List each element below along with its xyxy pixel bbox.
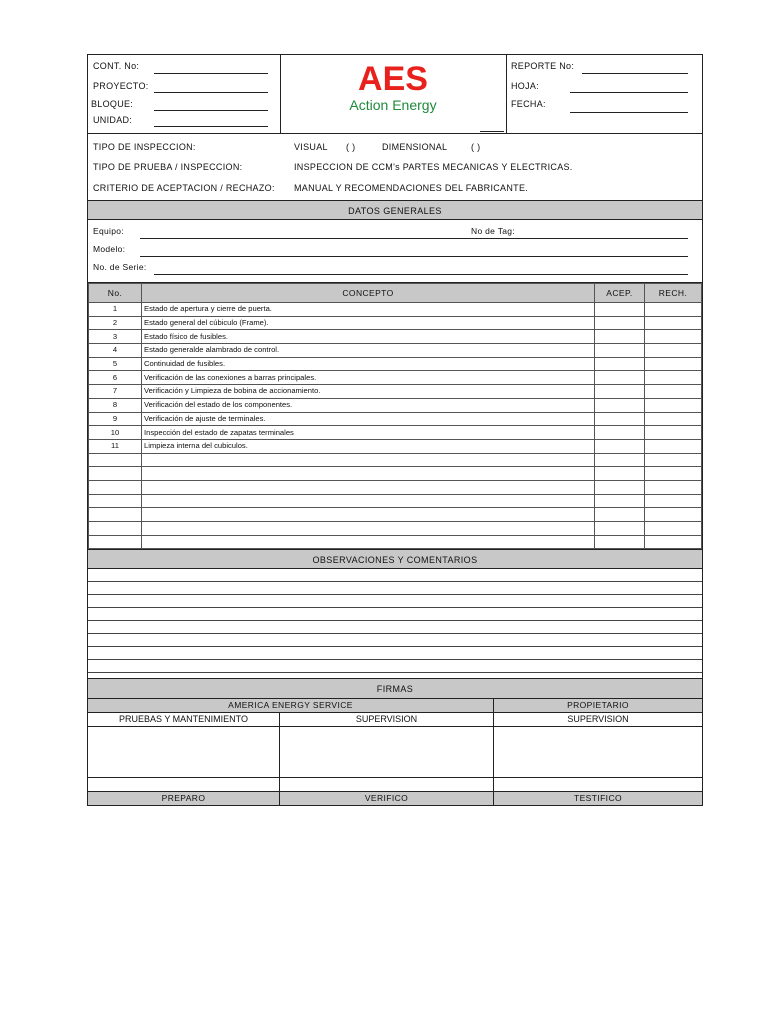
acep-cell[interactable]	[595, 398, 645, 412]
observaciones-area[interactable]	[88, 569, 702, 678]
row-number: 8	[89, 398, 142, 412]
acep-cell[interactable]	[595, 330, 645, 344]
supervision-label-2: SUPERVISION	[494, 713, 702, 727]
unidad-field[interactable]	[154, 126, 268, 127]
row-number: 4	[89, 344, 142, 358]
table-row	[89, 303, 702, 317]
datos-generales-title: DATOS GENERALES	[88, 200, 702, 220]
row-concepto: Limpieza interna del cubiculos.	[142, 439, 595, 453]
row-concepto: Inspección del estado de zapatas terminales	[142, 426, 595, 440]
rech-cell[interactable]	[645, 344, 702, 358]
empty-row	[89, 480, 702, 494]
company-logo	[280, 61, 506, 113]
rech-cell[interactable]	[645, 426, 702, 440]
cont-no-label: CONT. No:	[93, 61, 140, 71]
row-concepto: Estado de apertura y cierre de puerta.	[142, 303, 595, 317]
unidad-label: UNIDAD:	[93, 115, 133, 125]
table-row	[89, 439, 702, 453]
row-number: 7	[89, 385, 142, 399]
table-row	[89, 330, 702, 344]
row-number: 6	[89, 371, 142, 385]
table-row	[89, 371, 702, 385]
row-number: 9	[89, 412, 142, 426]
row-concepto: Verificación del estado de los componentes.	[142, 398, 595, 412]
bloque-label: BLOQUE:	[91, 99, 134, 109]
criterio-value: MANUAL Y RECOMENDACIONES DEL FABRICANTE.	[294, 183, 529, 193]
equipo-field[interactable]	[140, 238, 688, 239]
propietario-header: PROPIETARIO	[494, 699, 702, 713]
row-concepto: Continuidad de fusibles.	[142, 357, 595, 371]
acep-cell[interactable]	[595, 426, 645, 440]
row-number: 3	[89, 330, 142, 344]
table-row	[89, 412, 702, 426]
table-row	[89, 398, 702, 412]
rech-cell[interactable]	[645, 357, 702, 371]
row-concepto: Estado generalde alambrado de control.	[142, 344, 595, 358]
row-number: 1	[89, 303, 142, 317]
rech-cell[interactable]	[645, 398, 702, 412]
row-number: 11	[89, 439, 142, 453]
criterio-label: CRITERIO DE ACEPTACION / RECHAZO:	[93, 183, 275, 193]
hoja-label: HOJA:	[511, 81, 540, 91]
logo-main-text: AES	[358, 60, 428, 98]
proyecto-field[interactable]	[154, 92, 268, 93]
row-concepto: Verificación y Limpieza de bobina de accionamiento.	[142, 385, 595, 399]
row-concepto: Estado físico de fusibles.	[142, 330, 595, 344]
rech-cell[interactable]	[645, 371, 702, 385]
equipo-label: Equipo:	[93, 226, 124, 236]
rech-cell[interactable]	[645, 316, 702, 330]
proyecto-label: PROYECTO:	[93, 81, 149, 91]
cont-no-field[interactable]	[154, 73, 268, 74]
reporte-no-label: REPORTE No:	[511, 61, 575, 71]
serie-field[interactable]	[154, 274, 688, 275]
america-energy-header: AMERICA ENERGY SERVICE	[88, 699, 493, 713]
visual-checkbox[interactable]: ( )	[346, 142, 356, 152]
preparo-label: PREPARO	[88, 792, 279, 805]
header-no: No.	[89, 284, 142, 303]
table-row	[89, 344, 702, 358]
empty-row	[89, 522, 702, 536]
acep-cell[interactable]	[595, 316, 645, 330]
header-rech: RECH.	[645, 284, 702, 303]
fecha-label: FECHA:	[511, 99, 546, 109]
serie-label: No. de Serie:	[93, 262, 147, 272]
acep-cell[interactable]	[595, 357, 645, 371]
inspection-info	[88, 133, 702, 200]
signature-area-3[interactable]	[494, 727, 702, 777]
tipo-inspeccion-label: TIPO DE INSPECCION:	[93, 142, 196, 152]
signature-area-1[interactable]	[88, 727, 279, 777]
acep-cell[interactable]	[595, 371, 645, 385]
rech-cell[interactable]	[645, 412, 702, 426]
empty-row	[89, 494, 702, 508]
table-row	[89, 357, 702, 371]
observaciones-title: OBSERVACIONES Y COMENTARIOS	[88, 549, 702, 569]
concept-table	[88, 282, 702, 549]
table-row	[89, 316, 702, 330]
logo-sub-text: Action Energy	[349, 97, 437, 113]
firmas-section	[88, 698, 702, 805]
row-concepto: Verificación de ajuste de terminales.	[142, 412, 595, 426]
row-concepto: Verificación de las conexiones a barras principales.	[142, 371, 595, 385]
empty-row	[89, 453, 702, 467]
rech-cell[interactable]	[645, 385, 702, 399]
rech-cell[interactable]	[645, 439, 702, 453]
rech-cell[interactable]	[645, 330, 702, 344]
dimensional-option: DIMENSIONAL	[382, 142, 448, 152]
acep-cell[interactable]	[595, 439, 645, 453]
visual-option: VISUAL	[294, 142, 328, 152]
form-header	[88, 55, 702, 133]
header-acep: ACEP.	[595, 284, 645, 303]
tag-label: No de Tag:	[471, 226, 515, 236]
row-number: 5	[89, 357, 142, 371]
empty-row	[89, 467, 702, 481]
acep-cell[interactable]	[595, 303, 645, 317]
acep-cell[interactable]	[595, 385, 645, 399]
row-concepto: Estado general del cúbiculo (Frame).	[142, 316, 595, 330]
hoja-field[interactable]	[570, 92, 688, 93]
row-number: 10	[89, 426, 142, 440]
reporte-no-field[interactable]	[582, 73, 688, 74]
fecha-field[interactable]	[570, 112, 688, 113]
supervision-label-1: SUPERVISION	[280, 713, 493, 727]
firmas-title: FIRMAS	[88, 678, 702, 698]
signature-area-2[interactable]	[280, 727, 493, 777]
table-row	[89, 385, 702, 399]
row-number: 2	[89, 316, 142, 330]
acep-cell[interactable]	[595, 412, 645, 426]
bloque-field[interactable]	[154, 110, 268, 111]
pruebas-mantenimiento-label: PRUEBAS Y MANTENIMIENTO	[88, 713, 279, 727]
verifico-label: VERIFICO	[280, 792, 493, 805]
dimensional-checkbox[interactable]: ( )	[471, 142, 481, 152]
header-concepto: CONCEPTO	[142, 284, 595, 303]
inspection-form	[87, 54, 703, 806]
tipo-prueba-label: TIPO DE PRUEBA / INSPECCION:	[93, 162, 243, 172]
rech-cell[interactable]	[645, 303, 702, 317]
acep-cell[interactable]	[595, 344, 645, 358]
empty-row	[89, 535, 702, 549]
testifico-label: TESTIFICO	[494, 792, 702, 805]
tipo-prueba-value: INSPECCION DE CCM's PARTES MECANICAS Y ELECTRICAS.	[294, 162, 573, 172]
modelo-label: Modelo:	[93, 244, 126, 254]
table-row	[89, 426, 702, 440]
empty-row	[89, 508, 702, 522]
table-header-row	[89, 284, 702, 303]
modelo-field[interactable]	[140, 256, 688, 257]
datos-generales-section	[88, 220, 702, 282]
